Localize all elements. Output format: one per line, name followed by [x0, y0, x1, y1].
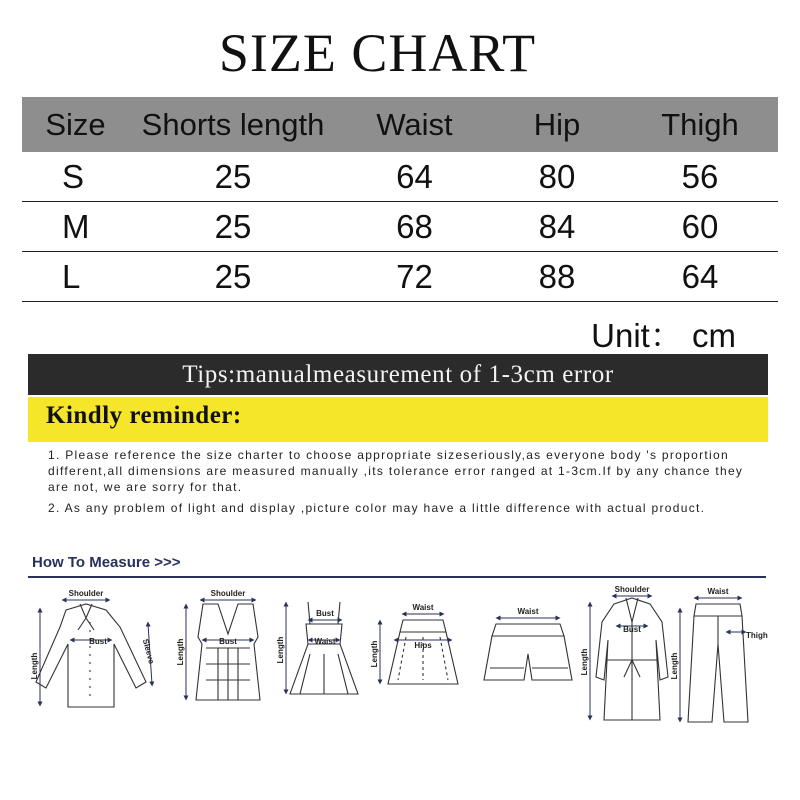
coat-figure — [596, 598, 668, 720]
label-bust: Bust — [623, 625, 641, 634]
notes-list — [48, 447, 758, 521]
table-row — [22, 152, 778, 202]
cell-waist: 64 — [337, 152, 492, 202]
label-shoulder: Shoulder — [614, 585, 650, 594]
cell-shorts-length: 25 — [129, 202, 337, 252]
blouse-figure — [36, 604, 146, 707]
label-hips: Hips — [414, 641, 432, 650]
cell-shorts-length: 25 — [129, 152, 337, 202]
label-length: Length — [176, 638, 185, 666]
label-shoulder: Shoulder — [210, 589, 246, 598]
section-divider — [28, 576, 766, 578]
tips-banner: Tips:manualmeasurement of 1-3cm error — [28, 354, 768, 395]
note-item: 2. As any problem of light and display ,picture color may have a little difference with actual product. — [48, 501, 706, 515]
label-length: Length — [580, 648, 589, 676]
label-waist: Waist — [517, 607, 539, 616]
label-bust: Bust — [316, 609, 334, 618]
header-hip: Hip — [492, 97, 622, 152]
shorts-figure — [484, 624, 572, 680]
table-header-row — [22, 97, 778, 152]
label-length: Length — [276, 636, 285, 664]
cell-hip: 88 — [492, 252, 622, 302]
note-item: 1. Please reference the size charter to choose appropriate sizeseriously,as everyone body 's proportion different,all dimensions are measured manually ,its tolerance error ranged at 1-3cm.If by any chance they are not, we are sorry for that. — [48, 448, 744, 494]
size-table — [22, 97, 778, 302]
label-bust: Bust — [89, 637, 107, 646]
cell-size: M — [22, 202, 129, 252]
header-size: Size — [22, 97, 129, 152]
measurement-figures — [28, 582, 768, 732]
label-length: Length — [370, 640, 379, 668]
cell-hip: 84 — [492, 202, 622, 252]
cell-waist: 68 — [337, 202, 492, 252]
reminder-heading: Kindly reminder: — [46, 402, 242, 429]
table-row — [22, 252, 778, 302]
label-thigh: Thigh — [746, 631, 768, 640]
cell-thigh: 60 — [622, 202, 778, 252]
label-waist: Waist — [314, 637, 336, 646]
trousers-figure — [688, 604, 748, 722]
label-waist: Waist — [412, 603, 434, 612]
cell-shorts-length: 25 — [129, 252, 337, 302]
cell-size: S — [22, 152, 129, 202]
cell-thigh: 56 — [622, 152, 778, 202]
how-to-measure-heading: How To Measure >>> — [32, 554, 181, 571]
table-row — [22, 202, 778, 252]
vest-figure — [196, 604, 260, 700]
header-waist: Waist — [337, 97, 492, 152]
cell-thigh: 64 — [622, 252, 778, 302]
cell-size: L — [22, 252, 129, 302]
label-shoulder: Shoulder — [68, 589, 104, 598]
header-shorts-length: Shorts length — [129, 97, 337, 152]
cell-hip: 80 — [492, 152, 622, 202]
unit-label: Unit： cm — [591, 317, 736, 354]
cell-waist: 72 — [337, 252, 492, 302]
label-length: Length — [30, 652, 39, 680]
label-waist: Waist — [707, 587, 729, 596]
header-thigh: Thigh — [622, 97, 778, 152]
label-bust: Bust — [219, 637, 237, 646]
label-sleeve: Sleeve — [140, 637, 157, 665]
skirt-figure — [388, 620, 458, 684]
reminder-banner — [28, 397, 768, 442]
label-length: Length — [670, 652, 679, 680]
size-chart-title: SIZE CHART — [218, 23, 537, 83]
